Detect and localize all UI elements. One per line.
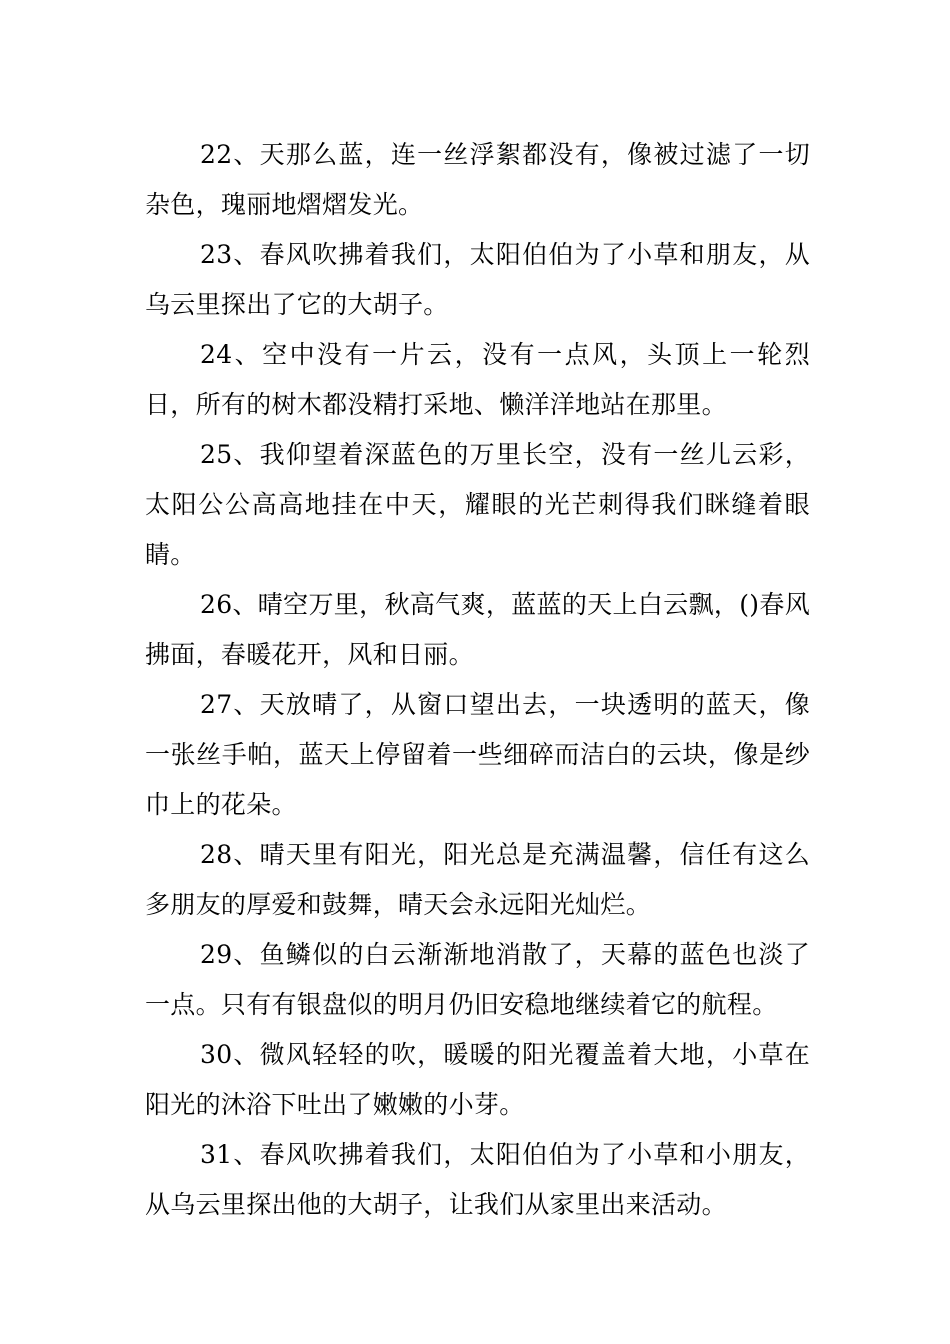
paragraph-25: 25、我仰望着深蓝色的万里长空，没有一丝儿云彩，太阳公公高高地挂在中天，耀眼的光芒刺得我们眯缝着眼睛。 bbox=[145, 440, 810, 569]
paragraph-31: 31、春风吹拂着我们，太阳伯伯为了小草和小朋友，从乌云里探出他的大胡子，让我们从家里出来活动。 bbox=[145, 1140, 810, 1219]
paragraph-23: 23、春风吹拂着我们，太阳伯伯为了小草和朋友，从乌云里探出了它的大胡子。 bbox=[145, 240, 810, 319]
paragraph-30: 30、微风轻轻的吹，暖暖的阳光覆盖着大地，小草在阳光的沐浴下吐出了嫩嫩的小芽。 bbox=[145, 1040, 810, 1119]
paragraph-26: 26、晴空万里，秋高气爽，蓝蓝的天上白云飘，()春风拂面，春暖花开，风和日丽。 bbox=[145, 590, 810, 669]
paragraph-28: 28、晴天里有阳光，阳光总是充满温馨，信任有这么多朋友的厚爱和鼓舞，晴天会永远阳光灿烂。 bbox=[145, 840, 810, 919]
paragraph-24: 24、空中没有一片云，没有一点风，头顶上一轮烈日，所有的树木都没精打采地、懒洋洋地站在那里。 bbox=[145, 340, 810, 419]
paragraph-29: 29、鱼鳞似的白云渐渐地消散了，天幕的蓝色也淡了一点。只有有银盘似的明月仍旧安稳地继续着它的航程。 bbox=[145, 940, 810, 1019]
paragraph-27: 27、天放晴了，从窗口望出去，一块透明的蓝天，像一张丝手帕，蓝天上停留着一些细碎而洁白的云块，像是纱巾上的花朵。 bbox=[145, 690, 810, 819]
document-body bbox=[145, 130, 810, 1230]
paragraph-22: 22、天那么蓝，连一丝浮絮都没有，像被过滤了一切杂色，瑰丽地熠熠发光。 bbox=[145, 140, 810, 219]
